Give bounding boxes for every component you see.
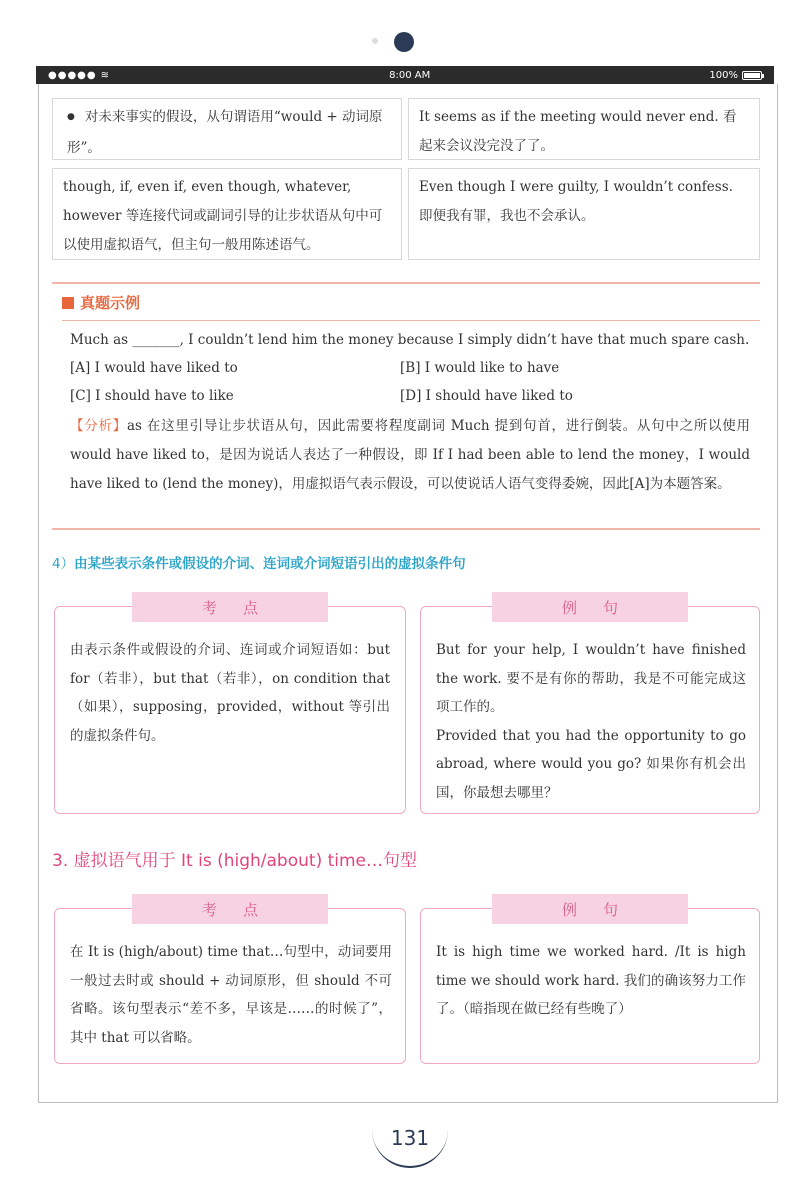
example-heading-text: 真题示例: [80, 294, 141, 312]
signal-icon: ●●●●●: [48, 69, 97, 81]
option-c: [C] I should have to like: [70, 388, 234, 404]
row1-left-text: 对未来事实的假设，从句谓语用“would + 动词原形”。: [67, 109, 383, 156]
square-icon: [62, 297, 74, 309]
row2-left-text: though, if, even if, even though, whatever, however 等连接代词或副词引导的让步状语从句中可以使用虚拟语气，但主句一般用陈述语气。: [63, 179, 383, 253]
question-text: Much as _______, I couldn’t lend him the money because I simply didn’t have that much spare cash.: [70, 332, 750, 348]
analysis-paragraph: [70, 412, 750, 499]
option-b: [B] I would like to have: [400, 360, 560, 376]
option-d: [D] I should have liked to: [400, 388, 573, 404]
section4-number: 4）: [52, 556, 75, 572]
example-head-rule: [62, 320, 760, 321]
camera-icon: [394, 32, 414, 52]
wifi-icon: ≋: [100, 69, 111, 81]
example-heading: [62, 292, 140, 313]
section4-right-tab: 例句: [492, 592, 688, 622]
analysis-tag: 【分析】: [70, 418, 127, 434]
section4-example-2: Provided that you had the opportunity to go abroad, where would you go? 如果你有机会出国，你最想去哪里？: [436, 727, 746, 801]
section4-heading: [52, 552, 466, 572]
page-edge-bottom: [38, 1102, 778, 1103]
example-bottom-rule: [52, 528, 760, 530]
section4-left-body: 由表示条件或假设的介词、连词或介词短语如：but for（若非），but that（若非），on condition that（如果），supposing，provided，without 等引出的虚拟条件句。: [70, 642, 390, 744]
section3-right-tab: 例句: [492, 894, 688, 924]
battery-percent: 100%: [709, 69, 738, 81]
analysis-text: as 在这里引导让步状语从句，因此需要将程度副词 Much 提到句首，进行倒装。从句中之所以使用 would have liked to，是因为说话人表达了一种假设，即 If I had been able to lend the money，I would have liked to (lend the money)，用虚拟语气表示假设，可以使说话人语气变得委婉，因此[A]为本题答案。: [70, 418, 751, 492]
row1-left-cell: [52, 98, 402, 160]
page-edge-left: [38, 84, 39, 1102]
section4-title: 由某些表示条件或假设的介词、连词或介词短语引出的虚拟条件句: [74, 556, 466, 572]
battery-icon: [742, 71, 762, 80]
sensor-dot: [372, 38, 378, 44]
section3-right-body: It is high time we worked hard. /It is high time we should work hard. 我们的确该努力工作了。（暗指现在做已经有些晚了）: [436, 944, 746, 1017]
example-top-rule: [52, 282, 760, 284]
bullet-icon: [67, 109, 85, 125]
section4-right-body: [436, 636, 746, 807]
option-a: [A] I would have liked to: [70, 360, 238, 376]
section3-left-body: 在 It is (high/about) time that…句型中，动词要用一般过去时或 should + 动词原形，但 should 不可省略。该句型表示“差不多，早该是……的时候了”，其中 that 可以省略。: [70, 944, 392, 1046]
row2-left-cell: [52, 168, 402, 260]
status-time: 8:00 AM: [389, 69, 431, 81]
row2-right-text: Even though I were guilty, I wouldn’t confess. 即便我有罪，我也不会承认。: [419, 179, 733, 224]
section3-title: 3. 虚拟语气用于 It is (high/about) time…句型: [52, 851, 418, 871]
section4-example-1: But for your help, I wouldn’t have finished the work. 要不是有你的帮助，我是不可能完成这项工作的。: [436, 642, 746, 715]
signal-wifi: [48, 70, 110, 81]
row2-right-cell: [408, 168, 760, 260]
page-number: 131: [390, 1126, 430, 1150]
section4-left-tab: 考点: [132, 592, 328, 622]
status-bar: [36, 66, 774, 84]
battery-status: [709, 70, 762, 81]
row1-right-cell: [408, 98, 760, 160]
page-edge-right: [777, 84, 778, 1102]
row1-right-text: It seems as if the meeting would never end. 看起来会议没完没了了。: [419, 109, 737, 154]
section3-left-tab: 考点: [132, 894, 328, 924]
